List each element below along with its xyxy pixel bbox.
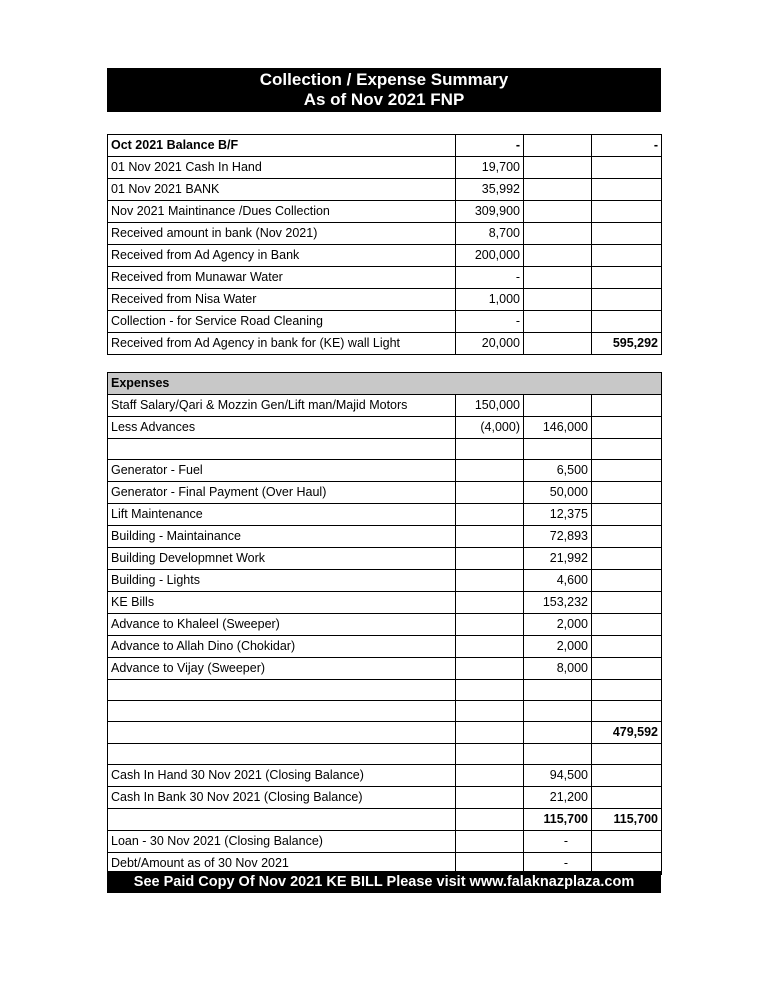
table-row: [108, 223, 662, 245]
row-c3: 50,000: [524, 482, 592, 504]
collection-total: 595,292: [592, 333, 662, 355]
expense-total: 479,592: [592, 722, 662, 744]
row-c2: [456, 526, 524, 548]
table-row: [108, 614, 662, 636]
row-c3: [524, 701, 592, 722]
row-c4: [592, 439, 662, 460]
row-c2: [456, 787, 524, 809]
row-label: Lift Maintenance: [108, 504, 456, 526]
row-c2: [456, 439, 524, 460]
row-c4: [592, 482, 662, 504]
table-row: [108, 570, 662, 592]
table-row: [108, 658, 662, 680]
row-col3: [524, 179, 592, 201]
row-total: -: [592, 135, 662, 157]
row-c2: [456, 722, 524, 744]
row-col3: [524, 201, 592, 223]
row-label: [108, 744, 456, 765]
title-banner: [107, 68, 661, 112]
row-amount: 35,992: [456, 179, 524, 201]
footer-banner: [107, 871, 661, 893]
row-c4: [592, 658, 662, 680]
row-total: [592, 245, 662, 267]
table-row: [108, 460, 662, 482]
row-c2: [456, 744, 524, 765]
expenses-heading: Expenses: [108, 373, 662, 395]
table-row: [108, 548, 662, 570]
row-c2: [456, 504, 524, 526]
table-row: [108, 636, 662, 658]
row-label: [108, 439, 456, 460]
closing-subtotal: 115,700: [524, 809, 592, 831]
row-label: Cash In Hand 30 Nov 2021 (Closing Balance): [108, 765, 456, 787]
row-total: [592, 311, 662, 333]
row-c4: [592, 614, 662, 636]
row-c3: -: [524, 853, 592, 875]
table-row: [108, 722, 662, 744]
footer-note: See Paid Copy Of Nov 2021 KE BILL Please visit www.falaknazplaza.com: [133, 874, 635, 890]
table-row: [108, 157, 662, 179]
collection-table: [107, 134, 662, 355]
row-c3: [524, 744, 592, 765]
row-col3: [524, 223, 592, 245]
closing-total: 115,700: [592, 809, 662, 831]
row-label: Building - Lights: [108, 570, 456, 592]
table-row: [108, 701, 662, 722]
table-row: [108, 680, 662, 701]
row-label: Received from Ad Agency in Bank: [108, 245, 456, 267]
row-c2: 150,000: [456, 395, 524, 417]
row-c2: [456, 548, 524, 570]
row-total: [592, 223, 662, 245]
row-c2: [456, 680, 524, 701]
row-amount: 19,700: [456, 157, 524, 179]
row-amount: -: [456, 135, 524, 157]
row-label: Advance to Allah Dino (Chokidar): [108, 636, 456, 658]
table-row: [108, 333, 662, 355]
row-c3: [524, 439, 592, 460]
row-label: Collection - for Service Road Cleaning: [108, 311, 456, 333]
document-subtitle: As of Nov 2021 FNP: [303, 90, 465, 109]
row-label: Received from Nisa Water: [108, 289, 456, 311]
row-c3: 4,600: [524, 570, 592, 592]
row-amount: -: [456, 311, 524, 333]
row-c4: [592, 570, 662, 592]
table-row: [108, 417, 662, 439]
row-c4: [592, 831, 662, 853]
row-c3: 12,375: [524, 504, 592, 526]
row-c4: [592, 636, 662, 658]
table-row: [108, 787, 662, 809]
row-amount: 309,900: [456, 201, 524, 223]
row-col3: [524, 289, 592, 311]
row-c2: [456, 658, 524, 680]
expense-table: [107, 372, 662, 875]
row-c3: 72,893: [524, 526, 592, 548]
row-col3: [524, 245, 592, 267]
row-label: Oct 2021 Balance B/F: [108, 135, 456, 157]
row-total: [592, 179, 662, 201]
row-total: [592, 201, 662, 223]
row-c3: 21,992: [524, 548, 592, 570]
row-c3: 2,000: [524, 636, 592, 658]
row-c2: (4,000): [456, 417, 524, 439]
table-row: [108, 765, 662, 787]
row-c3: [524, 722, 592, 744]
row-c3: 8,000: [524, 658, 592, 680]
row-amount: -: [456, 267, 524, 289]
row-label: Generator - Fuel: [108, 460, 456, 482]
row-amount: 1,000: [456, 289, 524, 311]
row-c3: -: [524, 831, 592, 853]
row-c4: [592, 504, 662, 526]
row-label: Loan - 30 Nov 2021 (Closing Balance): [108, 831, 456, 853]
row-c4: [592, 460, 662, 482]
row-c2: [456, 592, 524, 614]
row-c2: [456, 765, 524, 787]
row-label: 01 Nov 2021 Cash In Hand: [108, 157, 456, 179]
row-label: Advance to Vijay (Sweeper): [108, 658, 456, 680]
row-c2: [456, 614, 524, 636]
row-label: [108, 701, 456, 722]
row-c4: [592, 592, 662, 614]
row-label: Received from Munawar Water: [108, 267, 456, 289]
table-row: [108, 526, 662, 548]
row-label: Building - Maintainance: [108, 526, 456, 548]
row-label: KE Bills: [108, 592, 456, 614]
row-c3: 146,000: [524, 417, 592, 439]
row-amount: 200,000: [456, 245, 524, 267]
row-c2: [456, 701, 524, 722]
row-label: Nov 2021 Maintinance /Dues Collection: [108, 201, 456, 223]
row-label: [108, 722, 456, 744]
table-row: [108, 439, 662, 460]
row-c4: [592, 417, 662, 439]
expenses-heading-row: [108, 373, 662, 395]
table-row: [108, 482, 662, 504]
row-label: Staff Salary/Qari & Mozzin Gen/Lift man/Majid Motors: [108, 395, 456, 417]
row-c3: 94,500: [524, 765, 592, 787]
row-label: [108, 680, 456, 701]
row-c3: 21,200: [524, 787, 592, 809]
row-col3: [524, 135, 592, 157]
row-label: Generator - Final Payment (Over Haul): [108, 482, 456, 504]
table-row: [108, 135, 662, 157]
table-row: [108, 504, 662, 526]
row-c4: [592, 701, 662, 722]
row-c4: [592, 680, 662, 701]
row-c2: [456, 482, 524, 504]
row-label: Debt/Amount as of 30 Nov 2021: [108, 853, 456, 875]
row-label: 01 Nov 2021 BANK: [108, 179, 456, 201]
row-c3: 2,000: [524, 614, 592, 636]
table-row: [108, 289, 662, 311]
table-row: [108, 201, 662, 223]
row-total: [592, 157, 662, 179]
table-row: [108, 744, 662, 765]
row-c3: 6,500: [524, 460, 592, 482]
row-label: Building Developmnet Work: [108, 548, 456, 570]
row-c2: [456, 809, 524, 831]
row-c2: [456, 570, 524, 592]
row-amount: 20,000: [456, 333, 524, 355]
table-row: [108, 179, 662, 201]
row-total: [592, 289, 662, 311]
row-c4: [592, 765, 662, 787]
row-label: Less Advances: [108, 417, 456, 439]
row-label: [108, 809, 456, 831]
document-title: Collection / Expense Summary: [259, 70, 509, 89]
row-c2: [456, 831, 524, 853]
row-c4: [592, 526, 662, 548]
row-amount: 8,700: [456, 223, 524, 245]
table-row: [108, 245, 662, 267]
row-c3: [524, 680, 592, 701]
row-label: Received from Ad Agency in bank for (KE) wall Light: [108, 333, 456, 355]
row-c4: [592, 787, 662, 809]
row-c2: [456, 636, 524, 658]
row-label: Advance to Khaleel (Sweeper): [108, 614, 456, 636]
table-row: [108, 831, 662, 853]
row-c4: [592, 395, 662, 417]
row-label: Received amount in bank (Nov 2021): [108, 223, 456, 245]
row-col3: [524, 157, 592, 179]
row-c3: [524, 395, 592, 417]
row-col3: [524, 333, 592, 355]
row-col3: [524, 311, 592, 333]
row-c3: 153,232: [524, 592, 592, 614]
row-total: [592, 267, 662, 289]
row-col3: [524, 267, 592, 289]
row-c4: [592, 548, 662, 570]
table-row: [108, 592, 662, 614]
row-c4: [592, 744, 662, 765]
row-label: Cash In Bank 30 Nov 2021 (Closing Balance): [108, 787, 456, 809]
table-row: [108, 267, 662, 289]
table-row: [108, 395, 662, 417]
table-row: [108, 809, 662, 831]
row-c2: [456, 460, 524, 482]
table-row: [108, 311, 662, 333]
